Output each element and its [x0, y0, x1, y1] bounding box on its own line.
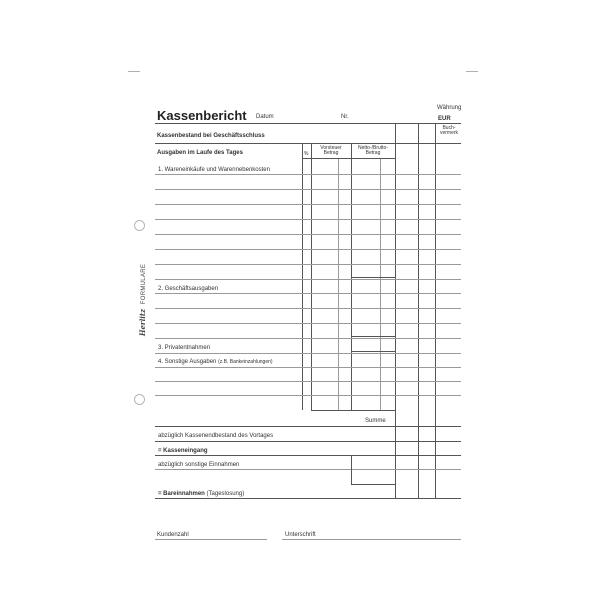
percent-col-left — [302, 143, 303, 410]
trim-mark-right — [466, 71, 478, 72]
percent-header: % — [304, 151, 309, 157]
entry-line — [155, 338, 461, 339]
summe-label: Summe — [365, 418, 386, 424]
entry-line — [155, 323, 461, 324]
bareinnahmen-main: = Bareinnahmen — [158, 491, 205, 497]
netto-header: Netto-/Brutto- Betrag — [357, 145, 388, 157]
netto-cents-divider — [380, 158, 381, 410]
entry-line — [155, 219, 461, 220]
punch-hole-bottom — [134, 394, 145, 405]
item-2-label: 2. Geschäftsausgaben — [158, 286, 219, 292]
subtotal-line — [351, 277, 395, 278]
item-3-label: 3. Privatentnahmen — [158, 345, 211, 351]
item-4-label — [158, 359, 273, 365]
entry-line — [155, 469, 461, 470]
ausgaben-header-rule — [302, 158, 395, 159]
einnahmen-box-left — [351, 455, 352, 484]
abzueglich-einnahmen-label: abzüglich sonstige Einnahmen — [158, 462, 240, 468]
entry-line — [155, 308, 461, 309]
bareinnahmen-label — [158, 491, 244, 497]
nr-label: Nr. — [341, 114, 349, 120]
bareinnahmen-note: (Tageslosung) — [206, 491, 245, 497]
unterschrift-label: Unterschrift — [285, 532, 316, 538]
entry-line — [155, 279, 461, 280]
header-rule — [155, 123, 461, 124]
vorsteuer-header: Vorsteuer Betrag — [320, 145, 342, 157]
kasseneingang-rule — [155, 455, 461, 456]
kassenbestand-label: Kassenbestand bei Geschäftsschluss — [157, 133, 265, 139]
entry-line — [155, 234, 461, 235]
entry-line — [155, 367, 461, 368]
item-4-note: (z.B. Bankeinzahlungen) — [218, 359, 273, 365]
entry-line — [155, 353, 461, 354]
waehrung-label: Währung — [437, 105, 462, 111]
entry-line — [155, 293, 461, 294]
brand-logo: Herlitz — [138, 308, 147, 337]
kasseneingang-label: = Kasseneingang — [158, 448, 208, 454]
brand-product: FORMULARE — [141, 263, 147, 305]
bareinnahmen-rule — [155, 498, 461, 499]
summe-rule — [155, 426, 461, 427]
unterschrift-line — [282, 539, 461, 540]
brand-side-label — [139, 264, 147, 336]
currency-code: EUR — [438, 116, 451, 122]
entry-line — [155, 395, 461, 396]
kundenzahl-line — [155, 539, 267, 540]
subtotal-line — [351, 336, 395, 337]
entry-line — [155, 381, 461, 382]
kassenbestand-rule — [155, 143, 461, 144]
entry-line — [155, 174, 461, 175]
vorsteuer-cents-divider — [338, 158, 339, 410]
subtotal-line — [351, 351, 395, 352]
table-bottom-rule — [311, 410, 395, 411]
vortag-rule — [155, 441, 461, 442]
percent-col-right — [311, 143, 312, 410]
item-4-main: 4. Sonstige Ausgaben — [158, 359, 217, 365]
form-title: Kassenbericht — [157, 108, 247, 123]
abzueglich-vortag-label: abzüglich Kassenendbestand des Vortages — [158, 433, 274, 439]
einnahmen-box-bottom — [351, 484, 395, 485]
trim-mark-left — [128, 71, 140, 72]
item-1-label: 1. Wareneinkäufe und Warennebenkosten — [158, 167, 270, 173]
entry-line — [155, 249, 461, 250]
punch-hole-top — [134, 220, 145, 231]
kundenzahl-label: Kundenzahl — [157, 532, 189, 538]
entry-line — [155, 189, 461, 190]
entry-line — [155, 204, 461, 205]
buchvermerk-label: Buch- vermerk — [439, 125, 459, 136]
datum-label: Datum — [256, 114, 274, 120]
entry-line — [155, 264, 461, 265]
ausgaben-label: Ausgaben im Laufe des Tages — [157, 150, 243, 156]
